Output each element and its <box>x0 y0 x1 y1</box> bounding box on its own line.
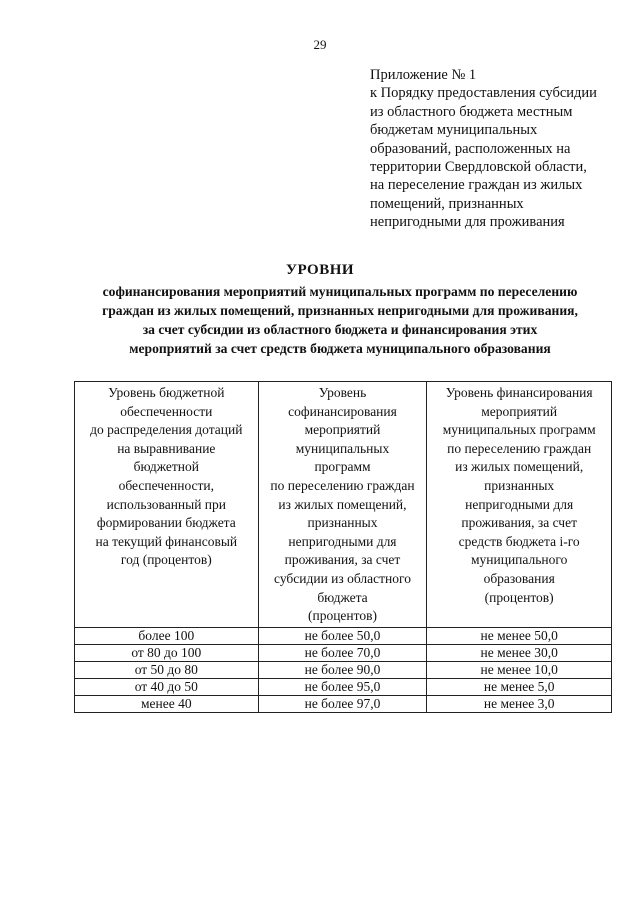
appendix-line: на переселение граждан из жилых <box>370 177 583 194</box>
table-cell: не более 50,0 <box>258 627 427 644</box>
header-line: до распределения дотаций <box>90 422 243 438</box>
header-line: использованный при <box>106 496 227 512</box>
header-line: Уровень финансирования <box>445 385 593 400</box>
header-cofinancing-level <box>258 382 427 628</box>
header-line: на текущий финансовый <box>95 533 238 549</box>
header-line: образования <box>483 570 555 586</box>
subtitle-line: граждан из жилых помещений, признанных непригодными для проживания, <box>102 303 578 318</box>
header-line: (процентов) <box>307 608 377 624</box>
table-cell: не более 95,0 <box>258 678 427 695</box>
header-line: бюджета <box>317 589 368 605</box>
header-line: софинансирования <box>288 403 397 419</box>
header-line: на выравнивание <box>117 440 216 456</box>
header-line: проживания, за счет <box>284 552 401 568</box>
header-line: муниципальных <box>295 440 390 456</box>
header-line: год (процентов) <box>120 552 212 568</box>
header-line: из жилых помещений, <box>278 496 407 512</box>
table-cell: не менее 10,0 <box>427 661 612 678</box>
header-line: муниципальных программ <box>442 422 596 438</box>
table-header-row <box>75 382 612 628</box>
header-municipal-financing-level <box>427 382 612 628</box>
appendix-note <box>370 66 630 232</box>
table-cell: более 100 <box>75 627 259 644</box>
appendix-line: к Порядку предоставления субсидии <box>370 85 597 102</box>
table-cell: от 50 до 80 <box>75 661 259 678</box>
appendix-line: территории Свердловской области, <box>370 159 587 176</box>
header-line: из жилых помещений, <box>455 459 584 475</box>
header-line: обеспеченности, <box>118 477 215 493</box>
header-line: непригодными для <box>288 533 397 549</box>
header-line: субсидии из областного <box>274 570 411 586</box>
table-cell: не более 90,0 <box>258 661 427 678</box>
document-title: УРОВНИ <box>285 262 355 278</box>
header-line: Уровень бюджетной <box>108 385 225 400</box>
table-cell: не более 70,0 <box>258 644 427 661</box>
appendix-line: помещений, признанных <box>370 195 524 212</box>
header-line: мероприятий <box>304 422 381 438</box>
table-cell: не менее 3,0 <box>427 695 612 712</box>
table-cell: не менее 30,0 <box>427 644 612 661</box>
appendix-line: образований, расположенных на <box>370 140 571 157</box>
table-row <box>75 627 612 644</box>
header-line: признанных <box>484 477 555 493</box>
document-subtitle <box>40 282 640 358</box>
header-line: средств бюджета i-го <box>458 533 580 549</box>
page-number: 29 <box>313 37 327 52</box>
table-cell: не менее 50,0 <box>427 627 612 644</box>
header-line: по переселению граждан <box>270 477 415 493</box>
appendix-line: из областного бюджета местным <box>370 103 573 120</box>
table-cell: не более 97,0 <box>258 695 427 712</box>
subtitle-line: за счет субсидии из областного бюджета и финансирования этих <box>142 322 538 337</box>
table-cell: от 40 до 50 <box>75 678 259 695</box>
table-row <box>75 644 612 661</box>
subtitle-line: софинансирования мероприятий муниципальных программ по переселению <box>102 284 578 299</box>
table-row <box>75 678 612 695</box>
header-line: непригодными для <box>465 496 574 512</box>
header-line: признанных <box>307 515 378 531</box>
appendix-line: Приложение № 1 <box>370 67 477 83</box>
header-budget-provision <box>75 382 259 628</box>
header-line: муниципального <box>470 552 568 568</box>
cofinancing-levels-table <box>74 381 612 713</box>
table-cell: менее 40 <box>75 695 259 712</box>
header-line: Уровень <box>318 385 367 400</box>
header-line: бюджетной <box>133 459 199 475</box>
table-row <box>75 695 612 712</box>
header-line: обеспеченности <box>120 403 213 419</box>
header-line: проживания, за счет <box>461 515 577 531</box>
header-line: по переселению граждан <box>447 440 592 456</box>
table-cell: не менее 5,0 <box>427 678 612 695</box>
table-row <box>75 661 612 678</box>
header-line: (процентов) <box>484 589 554 605</box>
appendix-line: непригодными для проживания <box>370 214 565 231</box>
appendix-line: бюджетам муниципальных <box>370 122 538 139</box>
table-cell: от 80 до 100 <box>75 644 259 661</box>
header-line: мероприятий <box>481 403 558 419</box>
header-line: формировании бюджета <box>96 515 236 531</box>
header-line: программ <box>314 459 371 475</box>
subtitle-line: мероприятий за счет средств бюджета муниципального образования <box>129 341 551 356</box>
